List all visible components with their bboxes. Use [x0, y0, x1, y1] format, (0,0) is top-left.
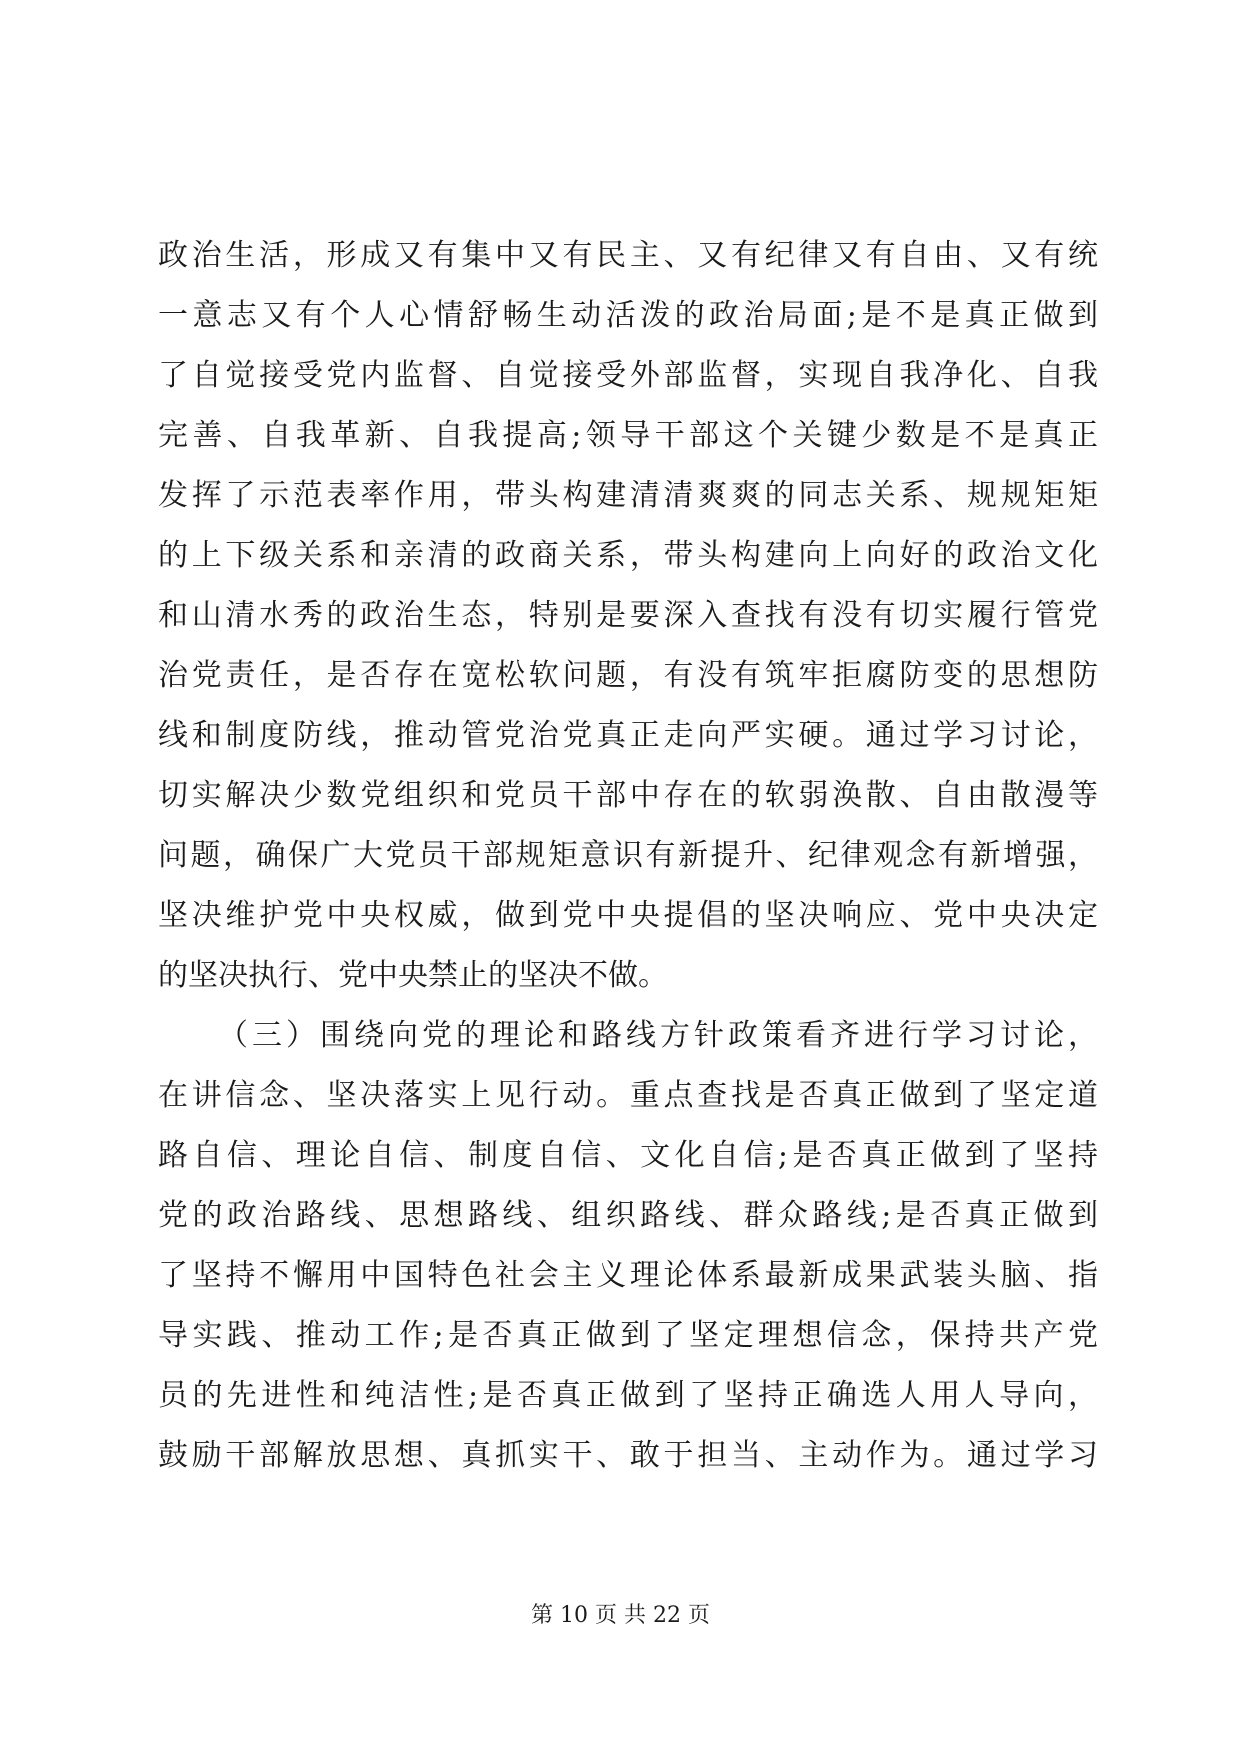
text-line-11: 问题，确保广大党员干部规矩意识有新提升、纪律观念有新增强， — [158, 838, 1098, 873]
text-line-10: 切实解决少数党组织和党员干部中存在的软弱涣散、自由散漫等 — [158, 778, 1098, 813]
text-line-9: 线和制度防线，推动管党治党真正走向严实硬。通过学习讨论， — [158, 718, 1098, 753]
section-heading-line: （三）围绕向党的理论和路线方针政策看齐进行学习讨论， — [218, 1018, 1098, 1053]
text-line-12: 坚决维护党中央权威，做到党中央提倡的坚决响应、党中央决定 — [158, 898, 1098, 933]
text-line-13: 的坚决执行、党中央禁止的坚决不做。 — [158, 958, 668, 993]
page-number-footer: 第 10 页 共 22 页 — [531, 1603, 710, 1628]
text-line-2: 一意志又有个人心情舒畅生动活泼的政治局面;是不是真正做到 — [158, 298, 1098, 333]
text-line-20: 员的先进性和纯洁性;是否真正做到了坚持正确选人用人导向， — [158, 1378, 1098, 1413]
text-line-6: 的上下级关系和亲清的政商关系，带头构建向上向好的政治文化 — [158, 538, 1098, 573]
text-line-8: 治党责任，是否存在宽松软问题，有没有筑牢拒腐防变的思想防 — [158, 658, 1098, 693]
text-line-16: 路自信、理论自信、制度自信、文化自信;是否真正做到了坚持 — [158, 1138, 1098, 1173]
text-line-3: 了自觉接受党内监督、自觉接受外部监督，实现自我净化、自我 — [158, 358, 1098, 393]
text-line-21: 鼓励干部解放思想、真抓实干、敢于担当、主动作为。通过学习 — [158, 1438, 1098, 1473]
text-line-4: 完善、自我革新、自我提高;领导干部这个关键少数是不是真正 — [158, 418, 1098, 453]
text-line-17: 党的政治路线、思想路线、组织路线、群众路线;是否真正做到 — [158, 1198, 1098, 1233]
text-line-5: 发挥了示范表率作用，带头构建清清爽爽的同志关系、规规矩矩 — [158, 478, 1098, 513]
document-body — [158, 226, 1098, 1486]
text-line-18: 了坚持不懈用中国特色社会主义理论体系最新成果武装头脑、指 — [158, 1258, 1098, 1293]
text-line-1: 政治生活，形成又有集中又有民主、又有纪律又有自由、又有统 — [158, 238, 1098, 273]
text-line-15: 在讲信念、坚决落实上见行动。重点查找是否真正做到了坚定道 — [158, 1078, 1098, 1113]
text-line-19: 导实践、推动工作;是否真正做到了坚定理想信念，保持共产党 — [158, 1318, 1098, 1353]
text-line-7: 和山清水秀的政治生态，特别是要深入查找有没有切实履行管党 — [158, 598, 1098, 633]
